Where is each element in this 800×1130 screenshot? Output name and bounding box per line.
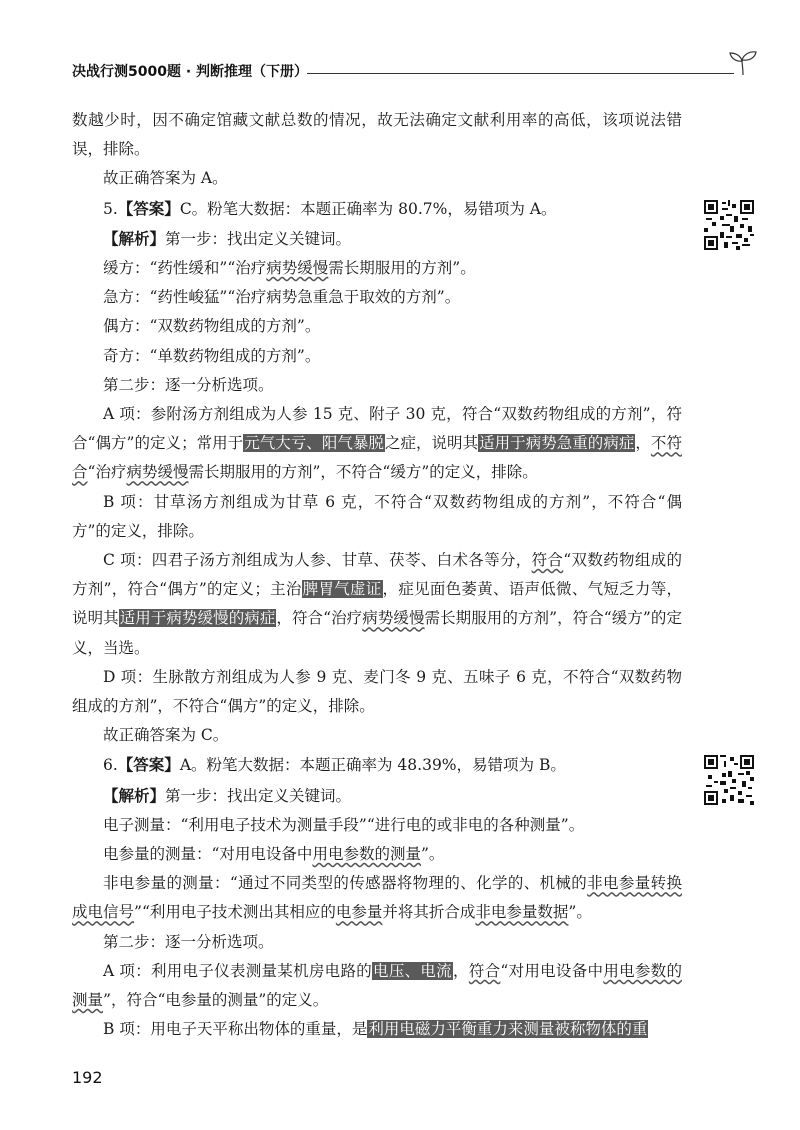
analysis-line-q5: 【解析】第一步：找出定义关键词。	[103, 228, 352, 248]
definition-line: 奇方：“单数药物组成的方剂”。	[103, 346, 321, 365]
option-a-q5: A 项：参附汤方剂组成为人参 15 克、附子 30 克，符合“双数药物组成的方剂”，符合“偶方”的定义；常用于元气大亏、阳气暴脱之症，说明其适用于病势急重的病症，不符合“治疗病势缓慢需长期服用的方剂”，不符合“缓方”的定义，排除。	[72, 405, 682, 482]
paragraph: 故正确答案为 A。	[103, 169, 228, 188]
answer-line-q6: 6.【答案】A。粉笔大数据：本题正确率为 48.39%，易错项为 B。	[103, 755, 566, 775]
option-c-q5: C 项：四君子汤方剂组成为人参、甘草、茯苓、白术各等分，符合“双数药物组成的方剂”，符合“偶方”的定义；主治脾胃气虚证，症见面色萎黄、语声低微、气短乏力等，说明其适用于病势缓慢的病症，符合“治疗病势缓慢需长期服用的方剂”，符合“缓方”的定义，当选。	[72, 551, 682, 657]
definition-line: 电子测量：“利用电子技术为测量手段”“进行电的或非电的各种测量”。	[103, 815, 585, 834]
definition-line: 非电参量的测量：“通过不同类型的传感器将物理的、化学的、机械的非电参量转换成电信号”“利用电子技术测出其相应的电参量并将其折合成非电参量数据”。	[72, 874, 682, 922]
step-line: 第二步：逐一分析选项。	[103, 932, 274, 951]
header-rule	[307, 73, 734, 74]
answer-line-q5: 5.【答案】C。粉笔大数据：本题正确率为 80.7%，易错项为 A。	[103, 198, 557, 218]
definition-line: 急方：“药性峻猛”“治疗病势急重急于取效的方剂”。	[103, 288, 461, 307]
running-header	[72, 62, 762, 88]
book-title: 决战行测5000题 · 判断推理（下册）	[72, 64, 309, 80]
conclusion-q5: 故正确答案为 C。	[103, 726, 229, 745]
qr-code-question-5[interactable]	[704, 200, 754, 250]
sprout-icon	[728, 50, 758, 76]
step-line: 第二步：逐一分析选项。	[103, 375, 274, 394]
main-content	[72, 106, 682, 1045]
definition-line: 缓方：“药性缓和”“治疗病势缓慢需长期服用的方剂”。	[103, 259, 476, 278]
option-b-q6: B 项：用电子天平称出物体的重量，是利用电磁力平衡重力来测量被称物体的重	[103, 1020, 648, 1039]
paragraph: 数越少时，因不确定馆藏文献总数的情况，故无法确定文献利用率的高低，该项说法错误，排除。	[72, 111, 682, 159]
option-d-q5: D 项：生脉散方剂组成为人参 9 克、麦门冬 9 克、五味子 6 克，不符合“双数药物组成的方剂”，不符合“偶方”的定义，排除。	[72, 667, 682, 716]
qr-code-question-6[interactable]	[704, 755, 754, 805]
definition-line: 偶方：“双数药物组成的方剂”。	[103, 317, 321, 336]
option-b-q5: B 项：甘草汤方剂组成为甘草 6 克，不符合“双数药物组成的方剂”，不符合“偶方”的定义，排除。	[72, 492, 682, 540]
page-number: 192	[72, 1068, 103, 1087]
option-a-q6: A 项：利用电子仪表测量某机房电路的电压、电流，符合“对用电设备中用电参数的测量”，符合“电参量的测量”的定义。	[72, 961, 682, 1010]
definition-line: 电参量的测量：“对用电设备中用电参数的测量”。	[103, 845, 445, 864]
analysis-line-q6: 【解析】第一步：找出定义关键词。	[103, 785, 352, 805]
